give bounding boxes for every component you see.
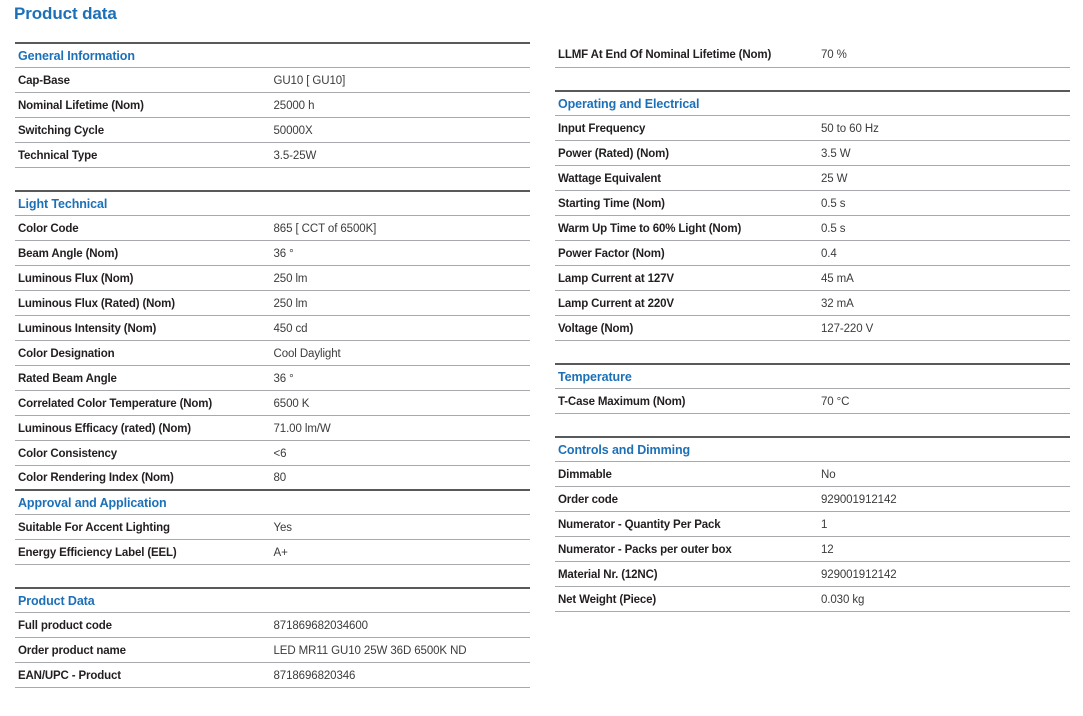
spec-row	[555, 315, 1070, 340]
spec-value-cell	[273, 465, 531, 490]
spec-label-beam-angle-nom: Beam Angle (Nom)	[18, 247, 119, 260]
spec-value-cell	[820, 586, 1070, 611]
spec-label-cell	[555, 315, 820, 340]
page-title: Product data	[14, 4, 117, 23]
spec-row	[15, 240, 530, 265]
spec-value-order-code: 929001912142	[821, 493, 897, 506]
spec-value-color-designation: Cool Daylight	[273, 347, 341, 360]
section-header-cell	[15, 191, 530, 215]
spec-label-cell	[555, 42, 820, 67]
spec-value-cell	[820, 190, 1070, 215]
spec-value-energy-efficiency-label-eel: A+	[273, 546, 288, 559]
spec-label-rated-beam-angle: Rated Beam Angle	[18, 372, 117, 385]
spec-row	[555, 165, 1070, 190]
spec-row	[555, 511, 1070, 536]
spec-value-cell	[820, 388, 1070, 413]
spec-label-warm-up-time-to-60-light-nom: Warm Up Time to 60% Light (Nom)	[558, 222, 742, 235]
spec-value-cell	[273, 390, 531, 415]
spec-row	[555, 388, 1070, 413]
section-spacer-cell	[15, 564, 530, 588]
spec-label-color-rendering-index-nom: Color Rendering Index (Nom)	[18, 472, 174, 485]
spec-label-cell	[555, 165, 820, 190]
section-title-text: Operating and Electrical	[558, 96, 700, 111]
spec-row	[15, 92, 530, 117]
spec-value-cell	[273, 92, 531, 117]
spec-row	[555, 140, 1070, 165]
spec-value-color-consistency: <6	[273, 447, 287, 460]
spec-label-cell	[15, 142, 273, 167]
spec-label-cell	[555, 511, 820, 536]
spec-value-switching-cycle: 50000X	[273, 124, 313, 137]
section-spacer	[15, 167, 530, 191]
spec-row	[15, 514, 530, 539]
spec-label-cell	[15, 390, 273, 415]
spec-row	[555, 215, 1070, 240]
spec-label-net-weight-piece: Net Weight (Piece)	[558, 593, 657, 606]
spec-label-cell	[555, 461, 820, 486]
spec-value-cap-base: GU10 [ GU10]	[273, 74, 346, 87]
right-column	[555, 42, 1070, 688]
spec-label-order-product-name: Order product name	[18, 644, 126, 657]
spec-label-dimmable: Dimmable	[558, 468, 612, 481]
spec-label-cell	[15, 215, 273, 240]
section-header-temperature	[555, 364, 1070, 388]
spec-row	[15, 662, 530, 687]
spec-row	[15, 315, 530, 340]
spec-value-cell	[273, 240, 531, 265]
spec-label-cell	[15, 92, 273, 117]
section-header-general-information	[15, 43, 530, 67]
spec-label-cell	[555, 265, 820, 290]
spec-row	[15, 612, 530, 637]
spec-label-cell	[555, 115, 820, 140]
spec-value-cell	[273, 117, 531, 142]
spec-value-cell	[273, 612, 531, 637]
spec-label-cell	[15, 415, 273, 440]
spec-label-color-designation: Color Designation	[18, 347, 115, 360]
spec-label-cell	[555, 190, 820, 215]
spec-row	[15, 340, 530, 365]
spec-label-luminous-intensity-nom: Luminous Intensity (Nom)	[18, 322, 157, 335]
spec-row	[15, 215, 530, 240]
spec-label-full-product-code: Full product code	[18, 619, 112, 632]
spec-value-cell	[820, 115, 1070, 140]
spec-label-cell	[15, 67, 273, 92]
spec-label-material-nr-12nc: Material Nr. (12NC)	[558, 568, 658, 581]
spec-value-cell	[820, 140, 1070, 165]
spec-label-cell	[15, 465, 273, 490]
spec-label-wattage-equivalent: Wattage Equivalent	[558, 172, 661, 185]
spec-label-cell	[555, 536, 820, 561]
spec-value-color-rendering-index-nom: 80	[273, 472, 287, 485]
spec-label-color-code: Color Code	[18, 222, 79, 235]
left-spec-table	[15, 42, 530, 688]
spec-value-cell	[273, 662, 531, 687]
spec-columns	[0, 42, 1083, 688]
spec-row	[555, 265, 1070, 290]
spec-row	[555, 115, 1070, 140]
spec-label-correlated-color-temperature-nom: Correlated Color Temperature (Nom)	[18, 397, 213, 410]
spec-value-cell	[820, 290, 1070, 315]
spec-label-cell	[15, 612, 273, 637]
spec-value-cell	[273, 340, 531, 365]
section-header-approval-and-application	[15, 490, 530, 514]
spec-label-cell	[555, 240, 820, 265]
spec-row	[555, 240, 1070, 265]
spec-value-wattage-equivalent: 25 W	[821, 172, 848, 185]
section-header-light-technical	[15, 191, 530, 215]
spec-row	[555, 190, 1070, 215]
section-header-cell	[15, 490, 530, 514]
spec-value-cell	[820, 561, 1070, 586]
spec-row	[15, 117, 530, 142]
spec-value-cell	[273, 290, 531, 315]
spec-value-input-frequency: 50 to 60 Hz	[821, 122, 879, 135]
spec-value-cell	[273, 514, 531, 539]
spec-value-cell	[273, 315, 531, 340]
spec-label-switching-cycle: Switching Cycle	[18, 124, 104, 137]
section-header-cell	[555, 91, 1070, 115]
spec-label-cell	[555, 486, 820, 511]
spec-label-llmf-at-end-of-nominal-lifetime-nom: LLMF At End Of Nominal Lifetime (Nom)	[558, 49, 772, 62]
spec-label-cell	[555, 388, 820, 413]
spec-label-t-case-maximum-nom: T-Case Maximum (Nom)	[558, 395, 686, 408]
spec-label-suitable-for-accent-lighting: Suitable For Accent Lighting	[18, 521, 170, 534]
spec-value-order-product-name: LED MR11 GU10 25W 36D 6500K ND	[273, 644, 467, 657]
right-spec-body	[555, 42, 1070, 611]
spec-row	[15, 265, 530, 290]
spec-row	[15, 365, 530, 390]
spec-value-net-weight-piece: 0.030 kg	[821, 593, 865, 606]
section-title-text: Temperature	[558, 369, 632, 384]
spec-label-cell	[15, 117, 273, 142]
spec-label-lamp-current-at-220v: Lamp Current at 220V	[558, 297, 674, 310]
spec-value-luminous-efficacy-rated-nom: 71.00 lm/W	[273, 422, 331, 435]
spec-label-ean-upc-product: EAN/UPC - Product	[18, 669, 121, 682]
spec-value-cell	[820, 42, 1070, 67]
spec-label-cell	[15, 637, 273, 662]
spec-label-cell	[555, 290, 820, 315]
spec-label-numerator-quantity-per-pack: Numerator - Quantity Per Pack	[558, 518, 721, 531]
spec-value-material-nr-12nc: 929001912142	[821, 568, 897, 581]
spec-value-cell	[273, 365, 531, 390]
spec-value-cell	[820, 215, 1070, 240]
section-header-cell	[555, 364, 1070, 388]
section-spacer-cell	[555, 340, 1070, 364]
spec-label-cell	[15, 240, 273, 265]
spec-row	[15, 142, 530, 167]
spec-label-energy-efficiency-label-eel: Energy Efficiency Label (EEL)	[18, 546, 177, 559]
spec-value-cell	[273, 539, 531, 564]
spec-row	[15, 637, 530, 662]
spec-value-cell	[273, 67, 531, 92]
spec-row	[15, 390, 530, 415]
spec-value-cell	[273, 265, 531, 290]
spec-label-order-code: Order code	[558, 493, 618, 506]
section-spacer-cell	[15, 167, 530, 191]
spec-label-input-frequency: Input Frequency	[558, 122, 646, 135]
spec-label-cell	[15, 340, 273, 365]
spec-label-numerator-packs-per-outer-box: Numerator - Packs per outer box	[558, 543, 732, 556]
spec-value-rated-beam-angle: 36 °	[273, 372, 294, 385]
spec-value-luminous-flux-nom: 250 lm	[273, 272, 308, 285]
spec-value-power-factor-nom: 0.4	[821, 247, 837, 260]
spec-row	[555, 561, 1070, 586]
spec-value-technical-type: 3.5-25W	[273, 149, 317, 162]
spec-value-nominal-lifetime-nom: 25000 h	[273, 99, 315, 112]
spec-value-cell	[273, 415, 531, 440]
section-spacer	[555, 413, 1070, 437]
section-header-cell	[15, 588, 530, 612]
right-spec-table	[555, 42, 1070, 612]
spec-value-warm-up-time-to-60-light-nom: 0.5 s	[821, 222, 846, 235]
spec-row	[15, 415, 530, 440]
section-header-cell	[15, 43, 530, 67]
section-header-cell	[555, 437, 1070, 461]
spec-value-cell	[820, 536, 1070, 561]
spec-value-t-case-maximum-nom: 70 °C	[821, 395, 850, 408]
spec-label-luminous-efficacy-rated-nom: Luminous Efficacy (rated) (Nom)	[18, 422, 191, 435]
spec-label-cell	[15, 440, 273, 465]
spec-value-cell	[273, 637, 531, 662]
spec-label-luminous-flux-rated-nom: Luminous Flux (Rated) (Nom)	[18, 297, 175, 310]
section-spacer	[555, 67, 1070, 91]
spec-value-starting-time-nom: 0.5 s	[821, 197, 846, 210]
spec-label-voltage-nom: Voltage (Nom)	[558, 322, 634, 335]
spec-row	[15, 67, 530, 92]
spec-row	[555, 586, 1070, 611]
spec-label-cell	[15, 662, 273, 687]
section-header-operating-and-electrical	[555, 91, 1070, 115]
spec-value-cell	[820, 486, 1070, 511]
spec-value-cell	[820, 461, 1070, 486]
spec-row	[15, 290, 530, 315]
spec-value-lamp-current-at-127v: 45 mA	[821, 272, 854, 285]
section-title-text: Approval and Application	[18, 495, 167, 510]
spec-label-luminous-flux-nom: Luminous Flux (Nom)	[18, 272, 134, 285]
spec-value-numerator-quantity-per-pack: 1	[821, 518, 828, 531]
spec-label-cell	[15, 265, 273, 290]
spec-value-llmf-at-end-of-nominal-lifetime-nom: 70 %	[821, 49, 847, 62]
spec-label-color-consistency: Color Consistency	[18, 447, 118, 460]
left-spec-body	[15, 43, 530, 687]
spec-row	[555, 290, 1070, 315]
spec-label-nominal-lifetime-nom: Nominal Lifetime (Nom)	[18, 99, 144, 112]
spec-label-starting-time-nom: Starting Time (Nom)	[558, 197, 665, 210]
spec-value-cell	[273, 215, 531, 240]
spec-row	[15, 539, 530, 564]
section-title-text: Light Technical	[18, 196, 108, 211]
spec-label-cell	[15, 514, 273, 539]
spec-row	[15, 440, 530, 465]
spec-value-cell	[273, 142, 531, 167]
section-spacer	[555, 340, 1070, 364]
spec-value-cell	[820, 240, 1070, 265]
spec-row	[555, 461, 1070, 486]
left-column	[15, 42, 530, 688]
spec-value-cell	[273, 440, 531, 465]
spec-value-cell	[820, 315, 1070, 340]
spec-value-cell	[820, 265, 1070, 290]
section-spacer	[15, 564, 530, 588]
spec-label-technical-type: Technical Type	[18, 149, 98, 162]
section-title-text: Product Data	[18, 593, 95, 608]
spec-row	[15, 465, 530, 490]
spec-value-beam-angle-nom: 36 °	[273, 247, 294, 260]
spec-row	[555, 486, 1070, 511]
spec-value-correlated-color-temperature-nom: 6500 K	[273, 397, 310, 410]
section-title-text: General Information	[18, 48, 135, 63]
section-title-text: Controls and Dimming	[558, 442, 691, 457]
spec-row	[555, 536, 1070, 561]
section-spacer-cell	[555, 67, 1070, 91]
spec-label-power-rated-nom: Power (Rated) (Nom)	[558, 147, 669, 160]
spec-value-dimmable: No	[821, 468, 836, 481]
spec-value-lamp-current-at-220v: 32 mA	[821, 297, 854, 310]
section-spacer-cell	[555, 413, 1070, 437]
spec-value-ean-upc-product: 8718696820346	[273, 669, 356, 682]
spec-label-cell	[555, 586, 820, 611]
spec-value-cell	[820, 511, 1070, 536]
spec-label-lamp-current-at-127v: Lamp Current at 127V	[558, 272, 674, 285]
spec-label-cell	[15, 539, 273, 564]
spec-value-power-rated-nom: 3.5 W	[821, 147, 851, 160]
spec-label-cell	[15, 365, 273, 390]
spec-label-cap-base: Cap-Base	[18, 74, 70, 87]
spec-value-numerator-packs-per-outer-box: 12	[821, 543, 834, 556]
spec-row	[555, 42, 1070, 67]
spec-label-cell	[15, 315, 273, 340]
spec-label-cell	[555, 561, 820, 586]
spec-value-color-code: 865 [ CCT of 6500K]	[273, 222, 377, 235]
spec-value-cell	[820, 165, 1070, 190]
spec-value-luminous-intensity-nom: 450 cd	[273, 322, 308, 335]
section-header-product-data	[15, 588, 530, 612]
spec-value-full-product-code: 871869682034600	[273, 619, 368, 632]
spec-label-power-factor-nom: Power Factor (Nom)	[558, 247, 665, 260]
spec-label-cell	[555, 140, 820, 165]
spec-label-cell	[15, 290, 273, 315]
spec-value-luminous-flux-rated-nom: 250 lm	[273, 297, 308, 310]
spec-value-voltage-nom: 127-220 V	[821, 322, 874, 335]
section-header-controls-and-dimming	[555, 437, 1070, 461]
spec-value-suitable-for-accent-lighting: Yes	[273, 521, 292, 534]
spec-label-cell	[555, 215, 820, 240]
